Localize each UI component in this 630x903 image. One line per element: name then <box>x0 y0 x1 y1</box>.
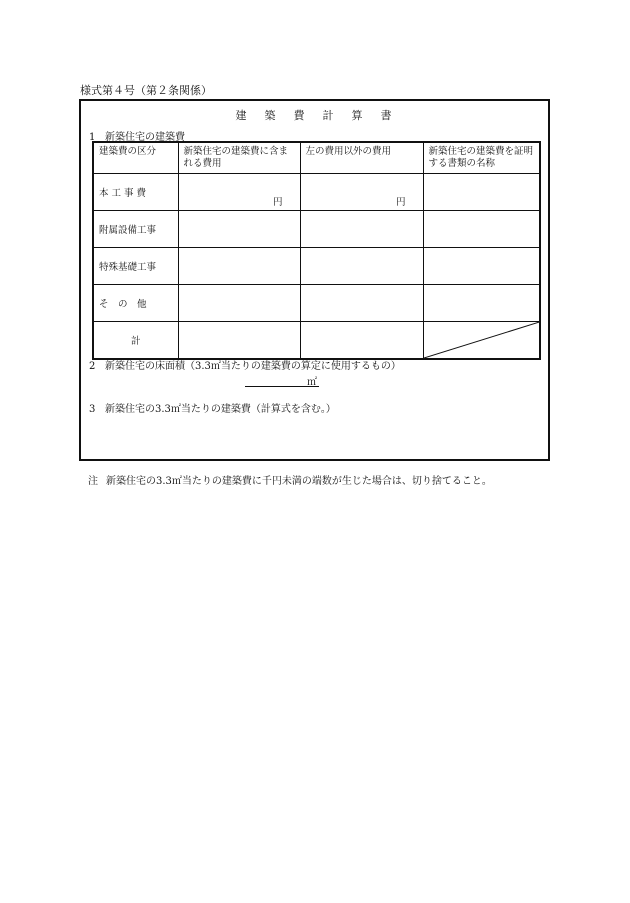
table-row <box>93 248 540 285</box>
cost-breakdown-table <box>92 141 541 360</box>
cost-calculation-form <box>79 99 550 461</box>
section-label: 新築住宅の3.3㎡当たりの建築費（計算式を含む。） <box>105 404 336 415</box>
other-cost-cell[interactable] <box>300 174 423 211</box>
note-text: 新築住宅の3.3㎡当たりの建築費に千円未満の端数が生じた場合は、切り捨てること。 <box>106 476 492 487</box>
note-label: 注 <box>88 476 98 487</box>
form-title <box>81 107 548 123</box>
row-label-total: 計 <box>93 322 178 360</box>
title-char: 建 <box>235 109 249 122</box>
section-number: 1 <box>89 132 96 143</box>
title-char: 計 <box>322 109 336 122</box>
document-name-cell[interactable] <box>423 285 540 322</box>
row-label: 本 工 事 費 <box>93 174 178 211</box>
included-cost-cell[interactable] <box>178 248 300 285</box>
document-name-cell[interactable] <box>423 174 540 211</box>
table-header-row <box>93 142 540 174</box>
document-name-cell[interactable] <box>423 211 540 248</box>
header-included-costs: 新築住宅の建築費に含まれる費用 <box>178 142 300 174</box>
document-name-cell[interactable] <box>423 248 540 285</box>
row-label: 附属設備工事 <box>93 211 178 248</box>
title-char: 費 <box>293 109 307 122</box>
row-label: そ の 他 <box>93 285 178 322</box>
table-row <box>93 211 540 248</box>
section-number: 2 <box>89 361 96 372</box>
footnote <box>88 472 492 487</box>
other-cost-total-cell[interactable] <box>300 322 423 360</box>
header-other-costs: 左の費用以外の費用 <box>300 142 423 174</box>
section-3-heading <box>89 400 336 415</box>
included-cost-cell[interactable] <box>178 285 300 322</box>
row-label: 特殊基礎工事 <box>93 248 178 285</box>
section-number: 3 <box>89 404 96 415</box>
form-number-label: 様式第４号（第２条関係） <box>80 84 212 97</box>
title-char: 築 <box>264 109 278 122</box>
included-cost-total-cell[interactable] <box>178 322 300 360</box>
included-cost-cell[interactable] <box>178 211 300 248</box>
table-row <box>93 174 540 211</box>
section-label: 新築住宅の建築費 <box>105 132 185 143</box>
table-row <box>93 285 540 322</box>
header-proof-document: 新築住宅の建築費を証明する書類の名称 <box>423 142 540 174</box>
other-cost-cell[interactable] <box>300 248 423 285</box>
diagonal-strike <box>424 322 540 358</box>
included-cost-cell[interactable] <box>178 174 300 211</box>
other-cost-cell[interactable] <box>300 211 423 248</box>
yen-unit: 円 <box>395 197 406 208</box>
title-char: 書 <box>380 109 394 122</box>
section-2-heading <box>89 357 401 372</box>
title-char: 算 <box>351 109 365 122</box>
yen-unit: 円 <box>272 197 283 208</box>
crossed-out-cell <box>423 322 540 360</box>
square-meter-unit: ㎡ <box>307 377 317 388</box>
header-category: 建築費の区分 <box>93 142 178 174</box>
section-label: 新築住宅の床面積（3.3㎡当たりの建築費の算定に使用するもの） <box>105 361 401 372</box>
other-cost-cell[interactable] <box>300 285 423 322</box>
table-row-total <box>93 322 540 360</box>
